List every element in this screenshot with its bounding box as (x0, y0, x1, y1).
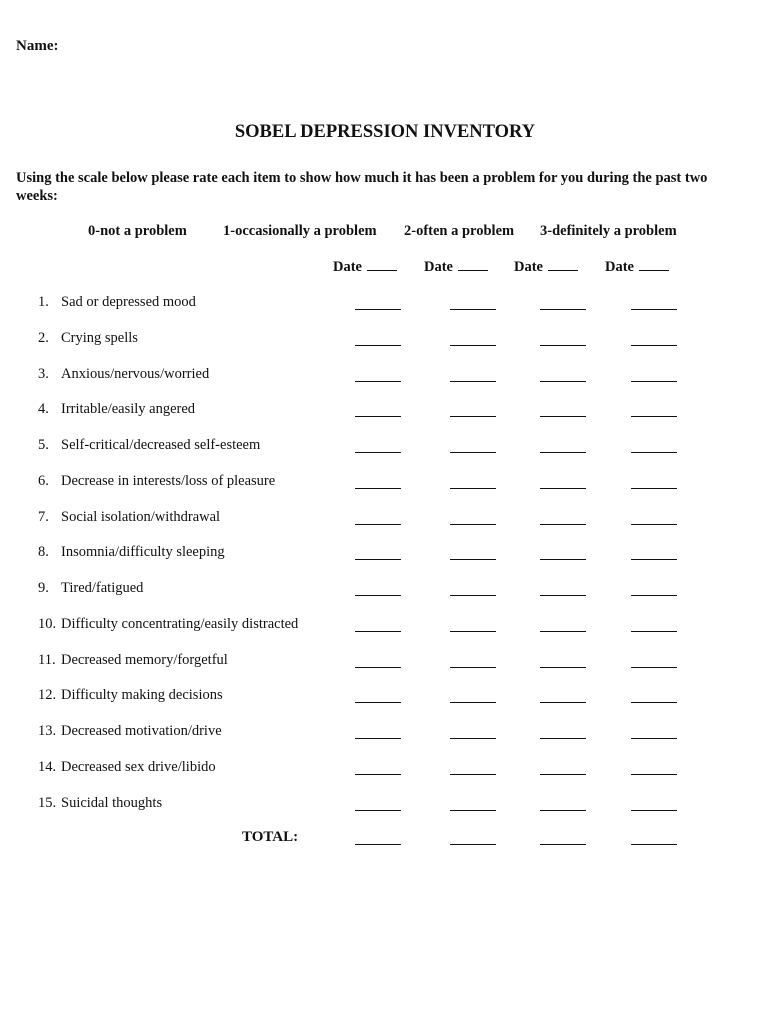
item-number: 9. (38, 580, 49, 596)
list-item (38, 401, 195, 418)
date-label: Date (424, 259, 453, 275)
answer-blank-2[interactable] (450, 559, 496, 560)
total-blank-1[interactable] (355, 844, 401, 845)
answer-blank-2[interactable] (450, 381, 496, 382)
answer-blank-1[interactable] (355, 559, 401, 560)
answer-blank-3[interactable] (540, 738, 586, 739)
answer-blank-1[interactable] (355, 452, 401, 453)
scale-3: 3-definitely a problem (540, 223, 677, 239)
answer-blank-1[interactable] (355, 810, 401, 811)
answer-blank-4[interactable] (631, 452, 677, 453)
answer-blank-2[interactable] (450, 309, 496, 310)
answer-blank-4[interactable] (631, 416, 677, 417)
scale-2: 2-often a problem (404, 223, 515, 239)
answer-blank-4[interactable] (631, 702, 677, 703)
answer-blank-2[interactable] (450, 524, 496, 525)
answer-blank-3[interactable] (540, 595, 586, 596)
name-label: Name: (16, 38, 59, 54)
item-text: Decrease in interests/loss of pleasure (61, 472, 276, 489)
answer-blank-1[interactable] (355, 774, 401, 775)
list-item (38, 795, 162, 812)
item-text: Tired/fatigued (61, 580, 144, 596)
answer-blank-1[interactable] (355, 488, 401, 489)
list-item (38, 473, 275, 490)
answer-blank-4[interactable] (631, 595, 677, 596)
answer-blank-4[interactable] (631, 345, 677, 346)
item-text: Social isolation/withdrawal (61, 508, 221, 525)
item-text: Irritable/easily angered (61, 401, 196, 418)
list-item (38, 616, 298, 633)
answer-blank-3[interactable] (540, 416, 586, 417)
list-item (38, 723, 222, 740)
item-text: Decreased motivation/drive (61, 723, 222, 739)
item-text: Insomnia/difficulty sleeping (61, 544, 225, 561)
list-item (38, 366, 209, 383)
total-blank-3[interactable] (540, 844, 586, 845)
item-number: 13. (38, 723, 57, 739)
list-item (38, 330, 138, 347)
answer-blank-4[interactable] (631, 524, 677, 525)
list-item (38, 580, 143, 597)
item-text: Decreased memory/forgetful (61, 651, 228, 668)
item-number: 12. (38, 687, 57, 704)
answer-blank-1[interactable] (355, 595, 401, 596)
list-item (38, 759, 216, 776)
answer-blank-4[interactable] (631, 381, 677, 382)
answer-blank-2[interactable] (450, 631, 496, 632)
item-number: 4. (38, 401, 49, 418)
answer-blank-2[interactable] (450, 810, 496, 811)
scale-1: 1-occasionally a problem (223, 223, 377, 239)
date-header-1[interactable] (333, 258, 397, 276)
item-number: 8. (38, 544, 49, 561)
page-title: SOBEL DEPRESSION INVENTORY (234, 122, 536, 142)
answer-blank-1[interactable] (355, 381, 401, 382)
answer-blank-1[interactable] (355, 345, 401, 346)
total-blank-4[interactable] (631, 844, 677, 845)
date-header-4[interactable] (605, 258, 669, 276)
answer-blank-2[interactable] (450, 667, 496, 668)
answer-blank-3[interactable] (540, 488, 586, 489)
answer-blank-2[interactable] (450, 488, 496, 489)
date-header-2[interactable] (424, 258, 488, 276)
date-label: Date (605, 259, 634, 275)
item-number: 1. (38, 294, 49, 310)
item-text: Self-critical/decreased self-esteem (61, 437, 261, 453)
answer-blank-1[interactable] (355, 309, 401, 310)
date-header-3[interactable] (514, 258, 578, 276)
answer-blank-3[interactable] (540, 631, 586, 632)
answer-blank-1[interactable] (355, 667, 401, 668)
answer-blank-4[interactable] (631, 738, 677, 739)
item-text: Anxious/nervous/worried (61, 365, 210, 382)
answer-blank-1[interactable] (355, 738, 401, 739)
item-text: Decreased sex drive/libido (61, 758, 216, 775)
answer-blank-4[interactable] (631, 631, 677, 632)
answer-blank-2[interactable] (450, 595, 496, 596)
answer-blank-2[interactable] (450, 416, 496, 417)
item-number: 11. (38, 651, 56, 668)
list-item (38, 437, 260, 454)
answer-blank-4[interactable] (631, 309, 677, 310)
total-blank-2[interactable] (450, 844, 496, 845)
date-blank[interactable] (548, 258, 578, 271)
item-number: 5. (38, 437, 49, 453)
date-blank[interactable] (367, 258, 397, 271)
date-label: Date (333, 259, 362, 275)
list-item (38, 687, 223, 704)
item-number: 6. (38, 472, 49, 489)
answer-blank-3[interactable] (540, 774, 586, 775)
item-number: 3. (38, 365, 49, 382)
answer-blank-3[interactable] (540, 524, 586, 525)
item-text: Suicidal thoughts (61, 794, 163, 811)
item-number: 2. (38, 329, 49, 346)
list-item (38, 509, 220, 526)
answer-blank-1[interactable] (355, 524, 401, 525)
item-text: Sad or depressed mood (61, 294, 196, 310)
answer-blank-4[interactable] (631, 774, 677, 775)
answer-blank-1[interactable] (355, 702, 401, 703)
answer-blank-4[interactable] (631, 810, 677, 811)
scale-0: 0-not a problem (88, 223, 187, 239)
item-text: Difficulty making decisions (61, 687, 223, 704)
answer-blank-3[interactable] (540, 309, 586, 310)
item-number: 10. (38, 615, 57, 632)
answer-blank-3[interactable] (540, 702, 586, 703)
answer-blank-1[interactable] (355, 631, 401, 632)
item-number: 7. (38, 508, 49, 525)
answer-blank-4[interactable] (631, 559, 677, 560)
item-number: 15. (38, 794, 57, 811)
date-blank[interactable] (639, 258, 669, 271)
date-blank[interactable] (458, 258, 488, 271)
item-text: Crying spells (61, 329, 138, 346)
answer-blank-3[interactable] (540, 810, 586, 811)
answer-blank-2[interactable] (450, 738, 496, 739)
answer-blank-2[interactable] (450, 774, 496, 775)
answer-blank-3[interactable] (540, 452, 586, 453)
item-text: Difficulty concentrating/easily distracted (61, 615, 299, 632)
answer-blank-2[interactable] (450, 345, 496, 346)
answer-blank-3[interactable] (540, 381, 586, 382)
answer-blank-2[interactable] (450, 702, 496, 703)
answer-blank-1[interactable] (355, 416, 401, 417)
answer-blank-3[interactable] (540, 345, 586, 346)
list-item (38, 544, 225, 561)
answer-blank-3[interactable] (540, 559, 586, 560)
answer-blank-3[interactable] (540, 667, 586, 668)
total-label: TOTAL: (242, 829, 299, 845)
date-label: Date (514, 259, 543, 275)
list-item (38, 294, 196, 311)
answer-blank-4[interactable] (631, 667, 677, 668)
answer-blank-4[interactable] (631, 488, 677, 489)
instructions: Using the scale below please rate each item to show how much it has been a problem for you during the past two weeks: (16, 170, 708, 204)
list-item (38, 652, 228, 669)
item-number: 14. (38, 758, 57, 775)
answer-blank-2[interactable] (450, 452, 496, 453)
